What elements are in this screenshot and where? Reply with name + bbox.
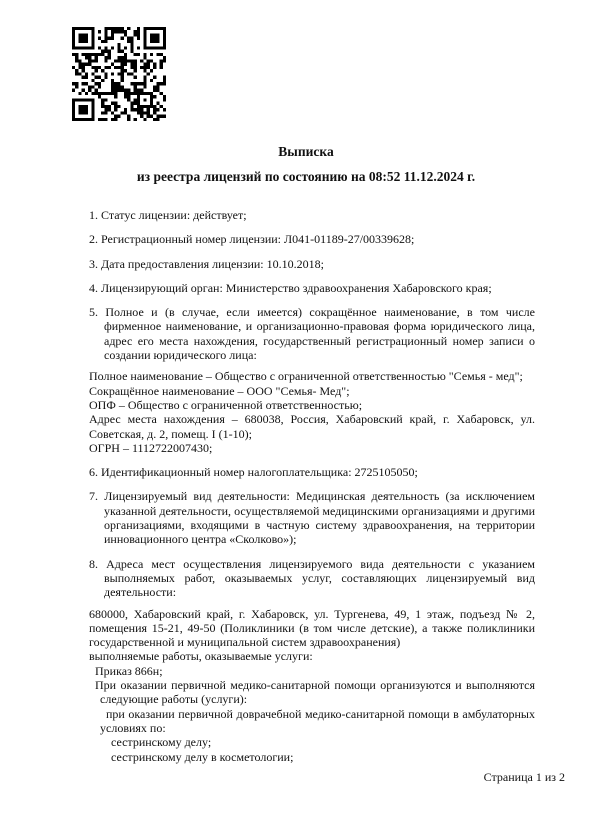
nursing-cosmetology-line: сестринскому делу в косметологии; [111, 749, 294, 764]
conditions-line: условиях по: [100, 720, 166, 735]
nursing-line: сестринскому делу; [111, 735, 212, 750]
following-works-line: следующие работы (услуги): [100, 692, 248, 707]
primary-care-line: При оказании первичной медико-санитарной помощи организуются и выполняются [95, 678, 535, 693]
reg-number-item: 2. Регистрационный номер лицензии: Л041-01189-27/00339628; [89, 232, 415, 247]
document-title: Выписка [278, 144, 334, 159]
order-866n-line: Приказ 866н; [95, 663, 163, 678]
opf-line: ОПФ – Общество с ограниченной ответственностью; [89, 397, 363, 412]
grant-date-item: 3. Дата предоставления лицензии: 10.10.2018; [89, 256, 324, 271]
activity-item: 7. Лицензируемый вид деятельности: Медицинская деятельность (за исключением указанной деятельности, осуществляемой медицинскими организациями и другими организациями, входящими в частную систему здравоохранения, на территории инновационного центра «Сколково»); [89, 489, 535, 547]
document-subtitle: из реестра лицензий по состоянию на 08:52 11.12.2024 г. [136, 169, 476, 184]
short-name-line: Сокращённое наименование – ООО "Семья- Мед"; [89, 383, 350, 398]
page-number: Страница 1 из 2 [483, 770, 565, 784]
pre-medical-care-line: при оказании первичной доврачебной медико-санитарной помощи в амбулаторных [106, 706, 535, 721]
document-header [0, 144, 612, 185]
names-heading-item: 5. Полное и (в случае, если имеется) сокращённое наименование, в том числе фирменное наименование, и организационно-правовая форма юридического лица, адрес его места нахождения, государственный регистрационный номер записи о создании юридического лица: [89, 305, 535, 363]
legal-address-para: Адрес места нахождения – 680038, Россия, Хабаровский край, г. Хабаровск, ул. Советская, д. 2, помещ. I (1-10); [89, 412, 535, 441]
works-services-line: выполняемые работы, оказываемые услуги: [89, 649, 313, 664]
ogrn-line: ОГРН – 1112722007430; [89, 440, 213, 455]
qr-code [72, 27, 166, 121]
work-address-para: 680000, Хабаровский край, г. Хабаровск, ул. Тургенева, 49, 1 этаж, подъезд № 2, помещения 15-21, 49-50 (Поликлиники (в том числе детские), а также поликлиники государственной и муниципальной систем здравоохранения) [89, 606, 535, 650]
qr-code-graphic [72, 27, 166, 121]
inn-item: 6. Идентификационный номер налогоплательщика: 2725105050; [89, 465, 418, 480]
document-body [89, 198, 535, 764]
status-item: 1. Статус лицензии: действует; [89, 208, 247, 222]
full-name-line: Полное наименование – Общество с ограниченной ответственностью "Семья - мед"; [89, 369, 523, 384]
authority-item: 4. Лицензирующий орган: Министерство здравоохранения Хабаровского края; [89, 280, 492, 295]
work-addresses-item: 8. Адреса мест осуществления лицензируемого вида деятельности с указанием выполняемых работ, оказываемых услуг, составляющих лицензируемый вид деятельности: [89, 556, 535, 600]
